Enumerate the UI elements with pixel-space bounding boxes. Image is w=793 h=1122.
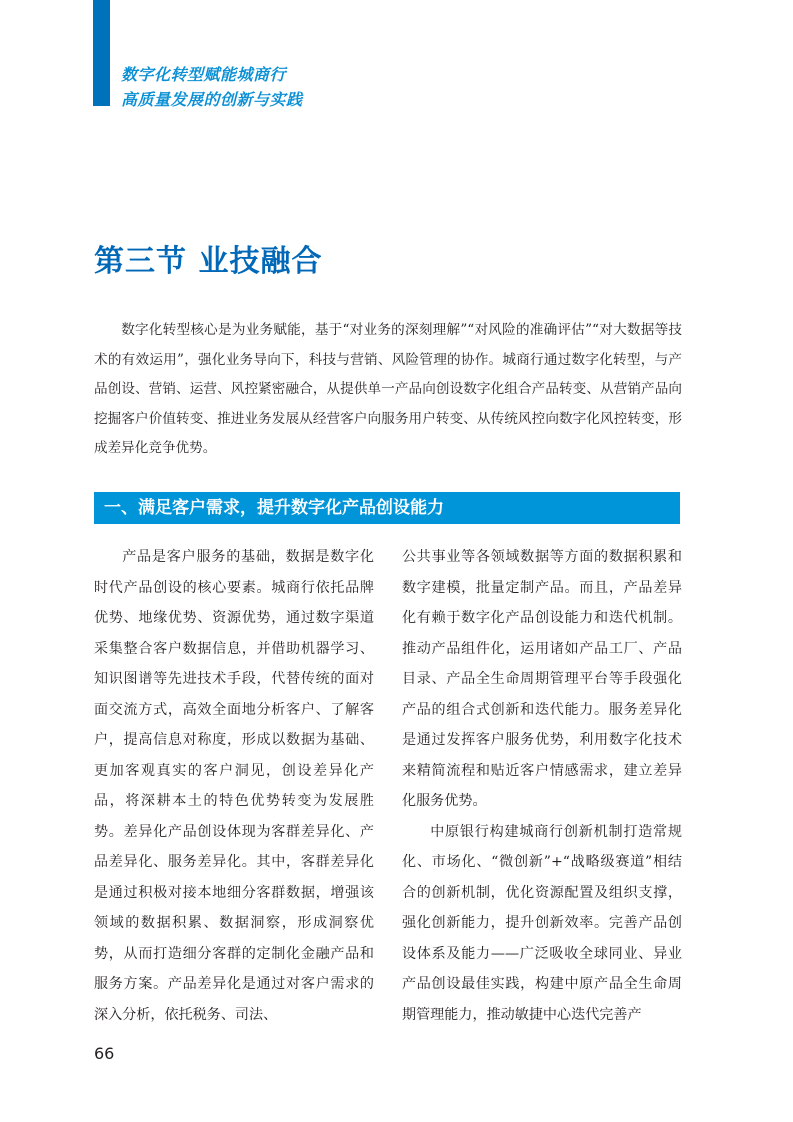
body-column-right [402,542,682,1030]
running-header-line-2: 高质量发展的创新与实践 [121,90,303,109]
body-column-left [94,542,374,1030]
subsection-heading: 一、满足客户需求，提升数字化产品创设能力 [94,492,680,524]
body-paragraph-1-continued: 公共事业等各领域数据等方面的数据积累和数字建模，批量定制产品。而且，产品差异化有赖于数字化产品创设能力和迭代机制。推动产品组件化，运用诸如产品工厂、产品目录、产品全生命周期管理平台等手段强化产品的组合式创新和迭代能力。服务差异化是通过发挥客户服务优势，利用数字化技术来精简流程和贴近客户情感需求，建立差异化服务优势。 [402,549,682,809]
running-header [121,62,303,112]
body-paragraph-1: 产品是客户服务的基础，数据是数字化时代产品创设的核心要素。城商行依托品牌优势、地缘优势、资源优势，通过数字渠道采集整合客户数据信息，并借助机器学习、知识图谱等先进技术手段，代替传统的面对面交流方式，高效全面地分析客户、了解客户，提高信息对称度，形成以数据为基础、更加客观真实的客户洞见，创设差异化产品，将深耕本土的特色优势转变为发展胜势。差异化产品创设体现为客群差异化、产品差异化、服务差异化。其中，客群差异化是通过积极对接本地细分客群数据，增强该领域的数据积累、数据洞察，形成洞察优势，从而打造细分客群的定制化金融产品和服务方案。产品差异化是通过对客户需求的深入分析，依托税务、司法、 [94,549,374,1023]
header-accent-bar [93,0,110,106]
page-number: 66 [94,1044,115,1063]
section-title: 第三节 业技融合 [94,244,323,279]
running-header-line-1: 数字化转型赋能城商行 [121,65,287,84]
intro-paragraph: 数字化转型核心是为业务赋能，基于“对业务的深刻理解”“对风险的准确评估”“对大数据等技术的有效运用”，强化业务导向下，科技与营销、风险管理的协作。城商行通过数字化转型，与产品创设、营销、运营、风控紧密融合，从提供单一产品向创设数字化组合产品转变、从营销产品向挖掘客户价值转变、推进业务发展从经营客户向服务用户转变、从传统风控向数字化风控转变，形成差异化竞争优势。 [94,322,682,456]
body-paragraph-2: 中原银行构建城商行创新机制打造常规化、市场化、“微创新”+“战略级赛道”相结合的创新机制，优化资源配置及组织支撑，强化创新能力，提升创新效率。完善产品创设体系及能力——广泛吸收全球同业、异业产品创设最佳实践，构建中原产品全生命周期管理能力，推动敏捷中心迭代完善产 [402,823,682,1023]
